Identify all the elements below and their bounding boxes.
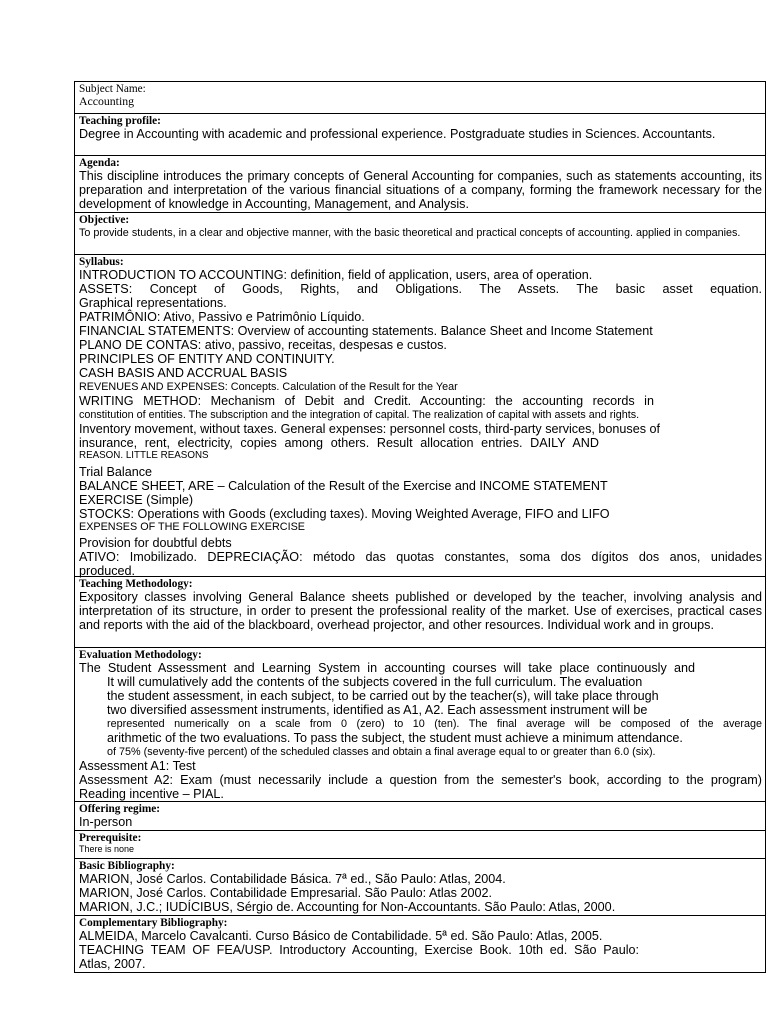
basic-bibliography-item: MARION, J.C.; IUDÍCIBUS, Sérgio de. Accounting for Non-Accountants. São Paulo: Atlas, 2000. <box>79 900 616 914</box>
teaching-methodology-section <box>74 577 766 648</box>
evaluation-line: Assessment A1: Test <box>79 759 196 773</box>
offering-regime-label: Offering regime: <box>79 803 161 815</box>
evaluation-line: The Student Assessment and Learning System in accounting courses will take place continuously and <box>79 661 695 675</box>
syllabus-line: BALANCE SHEET, ARE – Calculation of the Result of the Exercise and INCOME STATEMENT <box>79 479 608 493</box>
evaluation-methodology-label: Evaluation Methodology: <box>79 649 202 661</box>
syllabus-section <box>74 255 766 577</box>
teaching-profile-label: Teaching profile: <box>79 115 161 127</box>
teaching-profile-text: Degree in Accounting with academic and professional experience. Postgraduate studies in Sciences. Accountants. <box>79 127 716 141</box>
complementary-bibliography-label: Complementary Bibliography: <box>79 917 228 929</box>
prerequisite-value: There is none <box>79 844 135 854</box>
syllabus-line: Inventory movement, without taxes. General expenses: personnel costs, third-party services, bonuses of <box>79 422 660 436</box>
syllabus-line: EXERCISE (Simple) <box>79 493 194 507</box>
evaluation-line: Reading incentive – PIAL. <box>79 787 224 801</box>
objective-text: To provide students, in a clear and objective manner, with the basic theoretical and practical concepts of accounting. applied in companies. <box>79 227 741 239</box>
complementary-bibliography-section <box>74 916 766 973</box>
evaluation-line: two diversified assessment instruments, identified as A1, A2. Each assessment instrument will be <box>107 703 648 717</box>
evaluation-line: the student assessment, in each subject, to be carried out by the teacher(s), will take place through <box>107 689 659 703</box>
complementary-bibliography-item: TEACHING TEAM OF FEA/USP. Introductory Accounting, Exercise Book. 10th ed. São Paulo: <box>79 943 639 957</box>
subject-value: Accounting <box>79 94 135 108</box>
syllabus-line: Trial Balance <box>79 465 153 479</box>
basic-bibliography-item: MARION, José Carlos. Contabilidade Empresarial. São Paulo: Atlas 2002. <box>79 886 492 900</box>
agenda-label: Agenda: <box>79 157 120 169</box>
teaching-methodology-text: Expository classes involving General Balance sheets published or developed by the teacher, involving analysis and interpretation of its structure, in order to present the professional reality of the market. Use of exercises, practical cases and reports with the aid of the blackboard, overhead projector, and other resources. Individual work and in groups. <box>79 590 762 632</box>
prerequisite-label: Prerequisite: <box>79 832 142 844</box>
prerequisite-section <box>74 831 766 859</box>
syllabus-line: PATRIMÔNIO: Ativo, Passivo e Patrimônio Líquido. <box>79 310 365 324</box>
syllabus-line: ASSETS: Concept of Goods, Rights, and Obligations. The Assets. The basic asset equation. <box>79 282 762 296</box>
course-syllabus-document <box>74 81 766 973</box>
offering-regime-value: In-person <box>79 815 133 829</box>
teaching-methodology-label: Teaching Methodology: <box>79 578 193 590</box>
offering-regime-section <box>74 802 766 831</box>
evaluation-line: arithmetic of the two evaluations. To pass the subject, the student must achieve a minimum attendance. <box>107 731 683 745</box>
complementary-bibliography-item: ALMEIDA, Marcelo Cavalcanti. Curso Básico de Contabilidade. 5ª ed. São Paulo: Atlas, 2005. <box>79 929 603 943</box>
subject-label: Subject Name: <box>79 83 146 95</box>
teaching-profile-section <box>74 114 766 156</box>
evaluation-line: represented numerically on a scale from 0 (zero) to 10 (ten). The final average will be composed of the average <box>107 718 762 730</box>
syllabus-line: insurance, rent, electricity, copies among others. Result allocation entries. DAILY AND <box>79 436 599 450</box>
syllabus-line: EXPENSES OF THE FOLLOWING EXERCISE <box>79 521 305 533</box>
syllabus-line: PLANO DE CONTAS: ativo, passivo, receitas, despesas e custos. <box>79 338 447 352</box>
complementary-bibliography-item: Atlas, 2007. <box>79 957 146 971</box>
syllabus-line: produced. <box>79 564 136 578</box>
agenda-section <box>74 156 766 213</box>
syllabus-line: ATIVO: Imobilizado. DEPRECIAÇÃO: método das quotas constantes, soma dos dígitos dos anos, unidades <box>79 550 762 564</box>
agenda-text: This discipline introduces the primary concepts of General Accounting for companies, such as statements accounting, its preparation and interpretation of the various financial situations of a company, forming the framework necessary for the development of knowledge in Accounting, Management, and Analysis. <box>79 169 762 211</box>
basic-bibliography-section <box>74 859 766 916</box>
evaluation-methodology-section <box>74 648 766 802</box>
syllabus-line: constitution of entities. The subscription and the integration of capital. The realization of capital with assets and rights. <box>79 409 640 421</box>
objective-label: Objective: <box>79 214 130 226</box>
basic-bibliography-item: MARION, José Carlos. Contabilidade Básica. 7ª ed., São Paulo: Atlas, 2004. <box>79 872 506 886</box>
syllabus-line: Provision for doubtful debts <box>79 536 232 550</box>
syllabus-line: PRINCIPLES OF ENTITY AND CONTINUITY. <box>79 352 335 366</box>
syllabus-line: INTRODUCTION TO ACCOUNTING: definition, field of application, users, area of operation. <box>79 268 593 282</box>
syllabus-line: WRITING METHOD: Mechanism of Debit and Credit. Accounting: the accounting records in <box>79 394 654 408</box>
evaluation-line: It will cumulatively add the contents of the subjects covered in the full curriculum. The evaluation <box>107 675 643 689</box>
syllabus-line: CASH BASIS AND ACCRUAL BASIS <box>79 366 288 380</box>
syllabus-line: REVENUES AND EXPENSES: Concepts. Calculation of the Result for the Year <box>79 381 458 393</box>
syllabus-line: FINANCIAL STATEMENTS: Overview of accounting statements. Balance Sheet and Income Statement <box>79 324 653 338</box>
evaluation-line: of 75% (seventy-five percent) of the scheduled classes and obtain a final average equal to or greater than 6.0 (six). <box>107 746 656 758</box>
syllabus-line: STOCKS: Operations with Goods (excluding taxes). Moving Weighted Average, FIFO and LIFO <box>79 507 610 521</box>
subject-section <box>74 82 766 114</box>
syllabus-line: Graphical representations. <box>79 296 227 310</box>
objective-section <box>74 213 766 255</box>
syllabus-label: Syllabus: <box>79 256 124 268</box>
evaluation-line: Assessment A2: Exam (must necessarily include a question from the semester's book, according to the program) <box>79 773 762 787</box>
basic-bibliography-label: Basic Bibliography: <box>79 860 175 872</box>
syllabus-line: REASON. LITTLE REASONS <box>79 450 209 461</box>
